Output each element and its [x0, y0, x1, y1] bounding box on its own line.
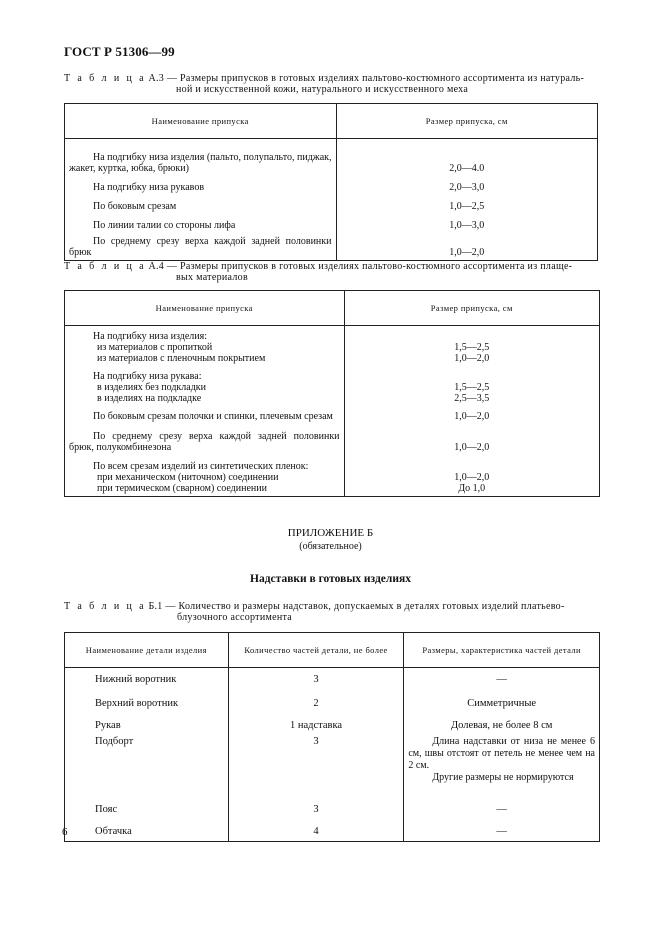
group-title: На подгибку низа рукава: — [93, 371, 202, 382]
value-line: 1,5—2,5 — [454, 382, 490, 393]
table-row — [65, 193, 598, 212]
allowance-name: На подгибку низа рукавов — [65, 174, 337, 193]
value-line: До 1,0 — [458, 483, 486, 494]
table-a3-caption — [64, 73, 604, 95]
table-row — [65, 784, 600, 816]
part-count: 1 надставка — [228, 710, 404, 732]
allowance-name — [65, 453, 345, 497]
caption-lead: Т а б л и ц а — [64, 73, 146, 84]
caption-lead: Т а б л и ц а — [64, 261, 146, 272]
value-line: 2,5—3,5 — [454, 393, 490, 404]
table-row — [65, 453, 600, 497]
allowance-value — [344, 364, 599, 404]
allowance-value: 2,0—4.0 — [336, 139, 598, 175]
caption-text: Б.1 — Количество и размеры надставок, допускаемых в деталях готовых изделий платьево- — [148, 601, 565, 612]
table-row — [65, 212, 598, 231]
column-header: Размер припуска, см — [336, 104, 598, 139]
part-name: Верхний воротник — [65, 686, 229, 710]
table-row — [65, 174, 598, 193]
sub-item: из материалов с пропиткой — [97, 342, 213, 353]
size-text: Длина надставки от низа не менее 6 см, швы отстоят от петель не менее чем на 2 см. — [408, 736, 595, 771]
allowance-name: По среднему срезу верха каждой задней половинки брюк, полукомбинезона — [65, 422, 345, 453]
document-header: ГОСТ Р 51306—99 — [64, 44, 175, 59]
allowance-value — [344, 326, 599, 365]
allowance-value: 1,0—2,0 — [336, 231, 598, 261]
group-title: По всем срезам изделий из синтетических пленок: — [93, 461, 309, 472]
column-header: Наименование припуска — [65, 291, 345, 326]
table-row — [65, 710, 600, 732]
caption-text-cont: блузочного ассортимента — [177, 612, 293, 623]
part-name: Пояс — [65, 784, 229, 816]
part-size: — — [404, 816, 600, 842]
appendix-subtitle: (обязательное) — [299, 541, 362, 552]
table-row — [65, 326, 600, 365]
column-header: Наименование детали изделия — [65, 633, 229, 668]
allowance-name: По боковым срезам полочки и спинки, плечевым срезам — [65, 404, 345, 422]
table-row — [65, 732, 600, 784]
part-size: Долевая, не более 8 см — [404, 710, 600, 732]
caption-text-cont: вых материалов — [176, 272, 248, 283]
sub-item: при термическом (сварном) соединении — [97, 483, 267, 494]
sub-item: в изделиях на подкладке — [97, 393, 202, 404]
caption-text-cont: ной и искусственной кожи, натурального и искусственного меха — [176, 84, 469, 95]
part-size: — — [404, 668, 600, 687]
table-row — [65, 668, 600, 687]
column-header: Размер припуска, см — [344, 291, 599, 326]
table-row — [65, 139, 598, 175]
part-count: 2 — [228, 686, 404, 710]
allowance-value: 1,0—3,0 — [336, 212, 598, 231]
table-a4-caption — [64, 261, 604, 283]
part-size — [404, 732, 600, 784]
caption-text: А.3 — Размеры припусков в готовых изделиях пальтово-костюмного ассортимента из натураль- — [148, 73, 585, 84]
part-name: Подборт — [65, 732, 229, 784]
table-a3 — [64, 103, 598, 261]
sub-item: из материалов с пленочным покрытием — [97, 353, 266, 364]
column-header: Количество частей детали, не более — [228, 633, 404, 668]
allowance-name: По боковым срезам — [65, 193, 337, 212]
value-line: 1,5—2,5 — [454, 342, 490, 353]
column-header: Наименование припуска — [65, 104, 337, 139]
caption-lead: Т а б л и ц а — [64, 601, 146, 612]
table-row — [65, 422, 600, 453]
allowance-value: 1,0—2,0 — [344, 404, 599, 422]
table-row — [65, 404, 600, 422]
allowance-value — [344, 453, 599, 497]
part-size: Симметричные — [404, 686, 600, 710]
allowance-name: На подгибку низа изделия (пальто, полупальто, пиджак, жакет, куртка, юбка, брюки) — [65, 139, 337, 175]
sub-item: в изделиях без подкладки — [97, 382, 207, 393]
part-size: — — [404, 784, 600, 816]
value-line: 1,0—2,0 — [454, 472, 490, 483]
size-note: Другие размеры не нормируются — [432, 772, 574, 783]
table-row — [65, 231, 598, 261]
caption-text: А.4 — Размеры припусков в готовых изделиях пальтово-костюмного ассортимента из плаще- — [148, 261, 573, 272]
allowance-name — [65, 326, 345, 365]
part-count: 3 — [228, 732, 404, 784]
allowance-value: 1,0—2,0 — [344, 422, 599, 453]
section-title: Надставки в готовых изделиях — [250, 573, 411, 585]
appendix-heading — [0, 527, 661, 553]
column-header: Размеры, характеристика частей детали — [404, 633, 600, 668]
table-b1 — [64, 632, 600, 842]
table-row — [65, 816, 600, 842]
value-line: 1,0—2,0 — [454, 353, 490, 364]
allowance-name: По линии талии со стороны лифа — [65, 212, 337, 231]
part-name: Обтачка — [65, 816, 229, 842]
part-count: 3 — [228, 784, 404, 816]
part-name: Рукав — [65, 710, 229, 732]
table-b1-caption — [64, 601, 604, 623]
sub-item: при механическом (ниточном) соединении — [97, 472, 279, 483]
part-count: 4 — [228, 816, 404, 842]
table-row — [65, 364, 600, 404]
table-a4 — [64, 290, 600, 497]
group-title: На подгибку низа изделия: — [93, 331, 208, 342]
allowance-name — [65, 364, 345, 404]
page-number: 6 — [62, 826, 68, 838]
allowance-value: 1,0—2,5 — [336, 193, 598, 212]
table-row — [65, 686, 600, 710]
part-name: Нижний воротник — [65, 668, 229, 687]
part-count: 3 — [228, 668, 404, 687]
allowance-name: По среднему срезу верха каждой задней половинки брюк — [65, 231, 337, 261]
allowance-value: 2,0—3,0 — [336, 174, 598, 193]
appendix-title: ПРИЛОЖЕНИЕ Б — [287, 527, 374, 539]
